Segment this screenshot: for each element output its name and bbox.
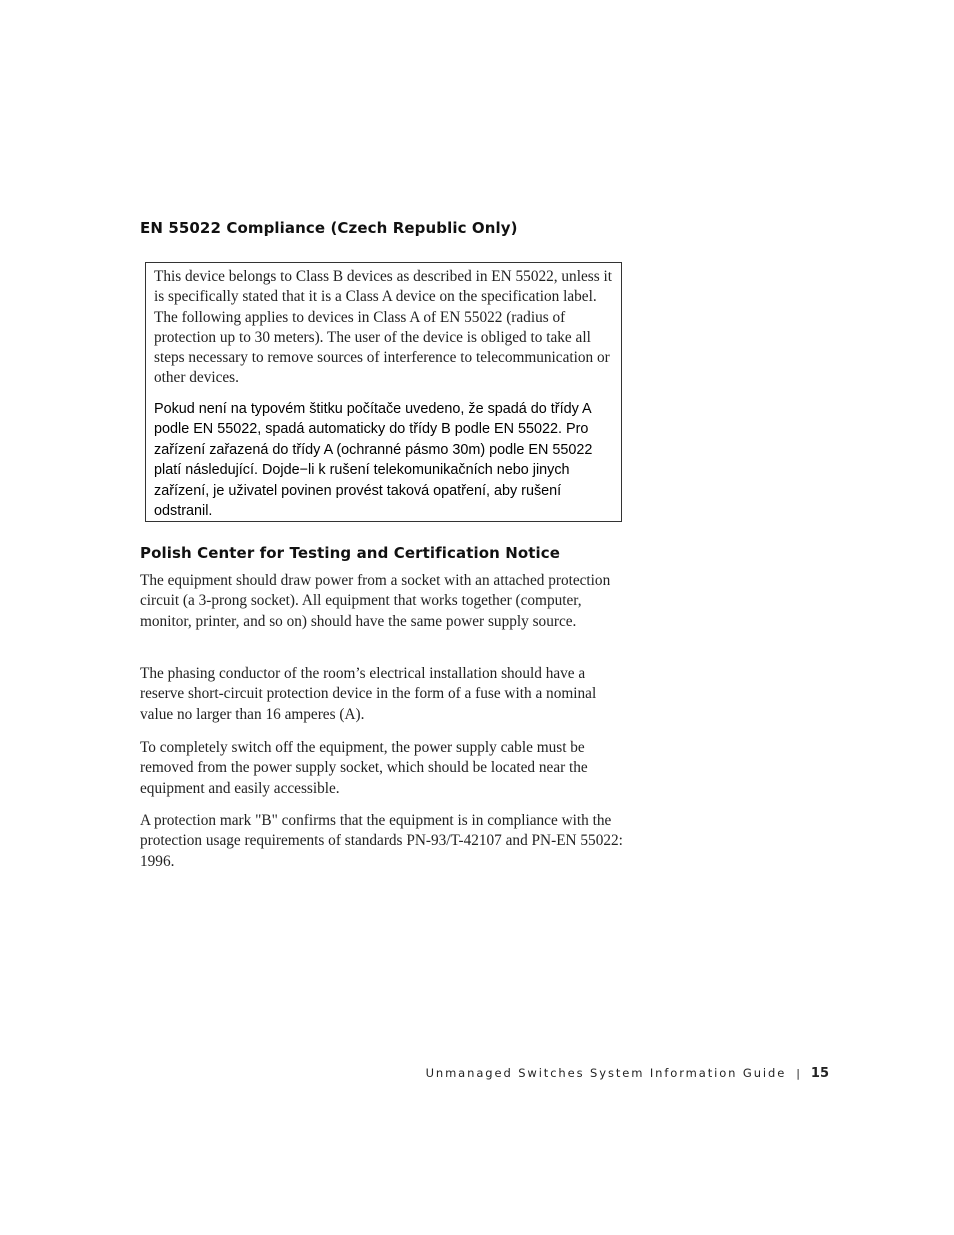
footer-separator: | xyxy=(796,1067,800,1080)
page-number: 15 xyxy=(810,1066,829,1081)
polish-notice-paragraph: To completely switch off the equipment, the power supply cable must be removed from the power supply socket, which should be located near the equipment and easily accessible. xyxy=(140,739,588,797)
notice-english-text: This device belongs to Class B devices as described in EN 55022, unless it is specifically stated that it is a Class A device on the specification label. The following applies to devices in Class A of EN 55022 (radius of protection up to 30 meters). The user of the device is obliged to take all steps necessary to remove sources of interference to telecommunication or other devices. xyxy=(154,268,612,387)
polish-notice-paragraph: The equipment should draw power from a socket with an attached protection circuit (a 3-prong socket). All equipment that works together (computer, monitor, printer, and so on) should have the same power supply source. xyxy=(140,572,611,630)
polish-notice-paragraph: The phasing conductor of the room’s electrical installation should have a reserve short-circuit protection device in the form of a fuse with a nominal value no larger than 16 amperes (A). xyxy=(140,665,597,723)
section-heading-polish-notice: Polish Center for Testing and Certification Notice xyxy=(140,544,561,562)
en55022-notice-box xyxy=(145,262,622,522)
footer-document-title: Unmanaged Switches System Information Guide xyxy=(425,1066,787,1080)
page-footer xyxy=(426,1062,829,1081)
polish-notice-paragraph: A protection mark "B" confirms that the equipment is in compliance with the protection usage requirements of standards PN-93/T-42107 and PN-EN 55022: 1996. xyxy=(140,812,623,870)
section-heading-en55022-czech: EN 55022 Compliance (Czech Republic Only) xyxy=(140,219,518,237)
notice-czech-text: Pokud není na typovém štitku počítače uvedeno, že spadá do třídy A podle EN 55022, spadá automaticky do třídy B podle EN 55022. Pro zařízení zařazená do třídy A (ochranné pásmo 30m) podle EN 55022 platí následující. Dojde−li k rušení telekomunikačních nebo jinych zařízení, je uživatel povinen provést taková opatření, aby rušení odstranil. xyxy=(154,401,593,520)
